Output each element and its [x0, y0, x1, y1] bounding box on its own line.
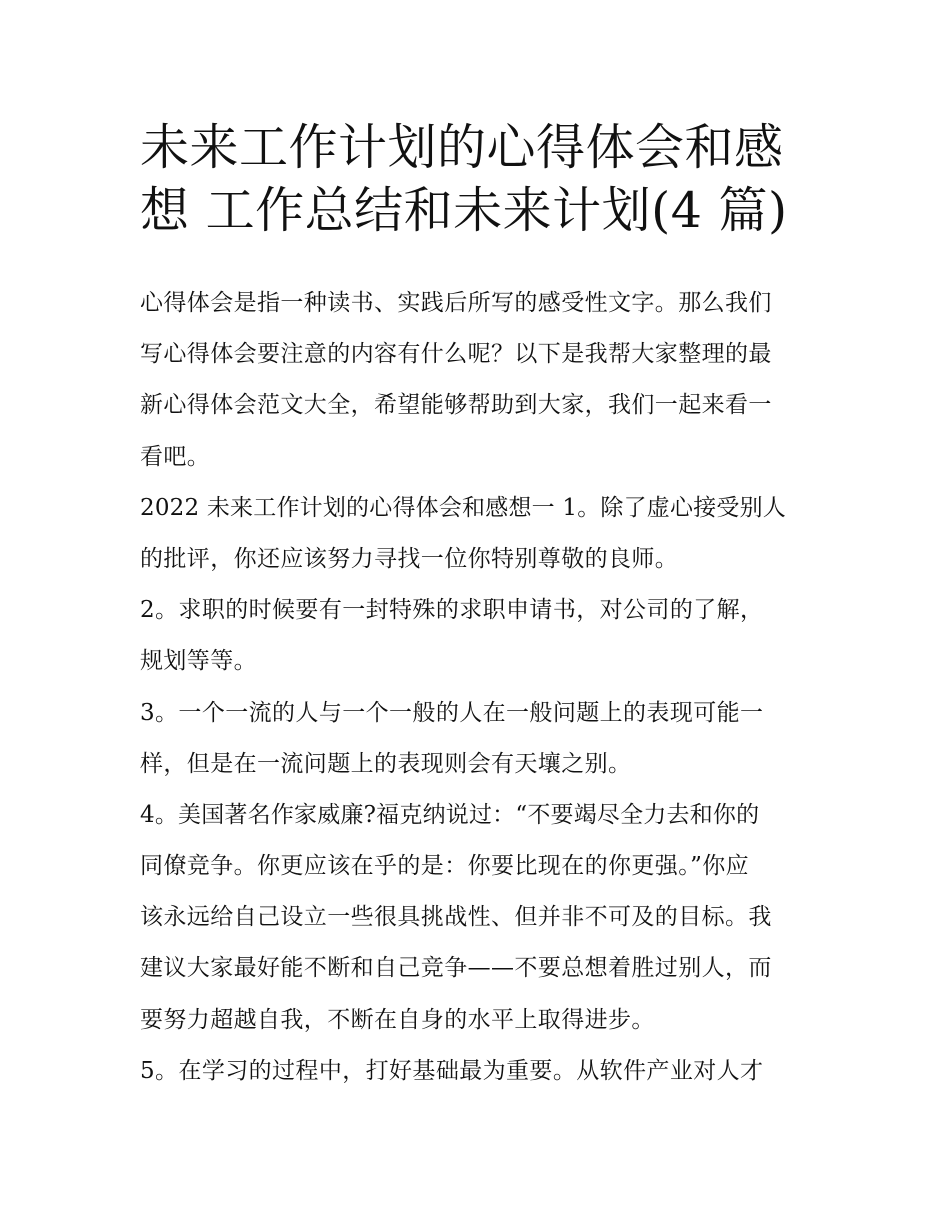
body-line: 样，但是在一流问题上的表现则会有天壤之别。	[140, 750, 632, 777]
body-line: 3。一个一流的人与一个一般的人在一般问题上的表现可能一	[140, 699, 764, 726]
body-line: 心得体会是指一种读书、实践后所写的感受性文字。那么我们	[140, 290, 772, 316]
body-line: 该永远给自己设立一些很具挑战性、但并非不可及的目标。我	[140, 904, 772, 931]
body-line: 2022 未来工作计划的心得体会和感想一 1。除了虚心接受别人	[140, 494, 786, 521]
body-line: 新心得体会范文大全，希望能够帮助到大家，我们一起来看一	[140, 392, 772, 419]
body-line: 写心得体会要注意的内容有什么呢？以下是我帮大家整理的最	[140, 341, 772, 368]
title-line-2: 想 工作总结和未来计划(4 篇)	[140, 182, 788, 239]
document-body	[140, 281, 830, 1100]
body-line: 同僚竞争。你更应该在乎的是：你要比现在的你更强。”你应	[140, 853, 750, 880]
document-title	[140, 116, 820, 242]
body-line: 看吧。	[140, 443, 211, 470]
body-line: 2。求职的时候要有一封特殊的求职申请书，对公司的了解，	[140, 597, 764, 624]
body-line: 的批评，你还应该努力寻找一位你特别尊敬的良师。	[140, 545, 679, 572]
title-line-1: 未来工作计划的心得体会和感	[140, 119, 784, 176]
body-line: 5。在学习的过程中，打好基础最为重要。从软件产业对人才	[140, 1057, 764, 1084]
body-line: 4。美国著名作家威廉?福克纳说过：“不要竭尽全力去和你的	[140, 801, 760, 828]
body-line: 规划等等。	[140, 648, 257, 675]
body-line: 要努力超越自我，不断在自身的水平上取得进步。	[140, 1006, 655, 1033]
body-line: 建议大家最好能不断和自己竞争——不要总想着胜过别人，而	[140, 955, 772, 982]
